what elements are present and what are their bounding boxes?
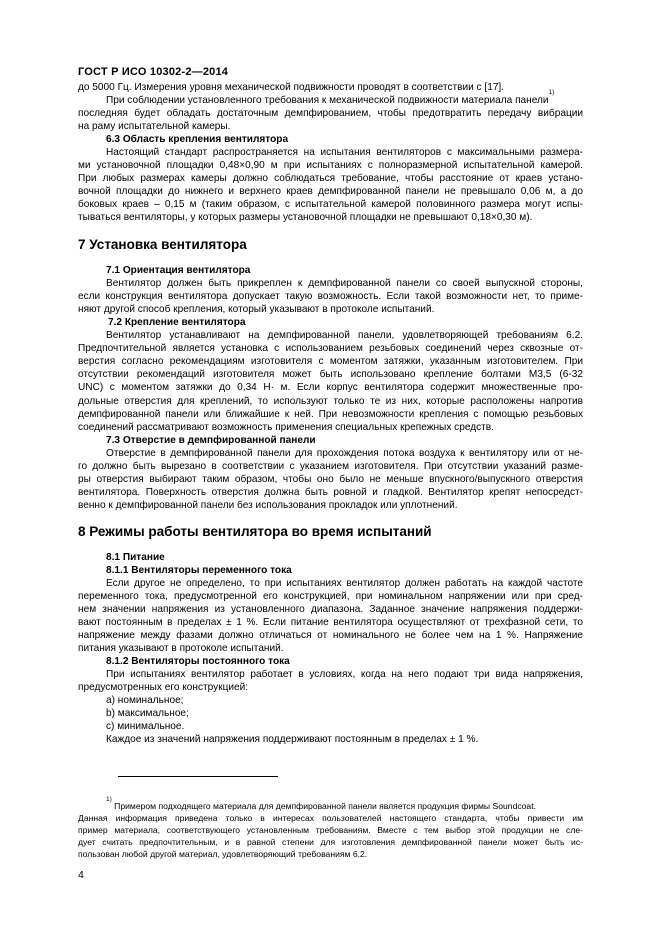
paragraph-line: вочной площадки до нижнего и верхнего краев демпфированной панели не превышало 0,06 м, а до [78, 186, 583, 197]
subsection-heading: 7.2 Крепление вентилятора [108, 317, 246, 328]
footnote-line: пример материала, соответствующего установленным требованиям. Вместе с тем выбор этой продукции не сле- [78, 825, 583, 835]
paragraph-line: При любых размерах камеры должно соблюдаться требование, чтобы расстояние от краев устано- [78, 173, 583, 184]
paragraph-line: го должно быть вырезано в соответствии с указанием изготовителя. При отсутствии указаний разме- [78, 461, 583, 472]
paragraph-line: последняя будет обладать достаточным демпфированием, чтобы предотвратить передачу вибрации [78, 108, 583, 119]
subsection-heading: 8.1.1 Вентиляторы переменного тока [106, 565, 292, 576]
subsection-heading: 6.3 Область крепления вентилятора [106, 134, 289, 145]
paragraph-line: Вентилятор должен быть прикреплен к демпфированной панели со своей выпускной стороны, [106, 278, 583, 289]
subsection-heading: 8.1.2 Вентиляторы постоянного тока [106, 656, 290, 667]
paragraph-line: Отверстие в демпфированной панели для прохождения потока воздуха к вентилятору или от не- [106, 448, 583, 459]
paragraph-line: Вентилятор устанавливают на демпфированной панели, удовлетворяющей требованиям 6.2. [106, 330, 583, 341]
paragraph-line: При испытаниях вентилятор работает в условиях, когда на него подают три вида напряжения, [106, 669, 583, 680]
subsection-heading: 7.1 Ориентация вентилятора [106, 265, 251, 276]
paragraph-line: отсутствии рекомендаций изготовителя может быть использовано крепление болтами М3,5 (6-32 [78, 369, 583, 380]
paragraph-line: верстия согласно рекомендациям изготовителя с моментом затяжки, указанным изготовителем. При [78, 356, 583, 367]
section-heading: 7 Установка вентилятора [78, 237, 247, 252]
paragraph-line: предусмотренных его конструкцией: [78, 682, 249, 693]
paragraph-line: тываться вентиляторы, у которых размеры установочной площадки не превышают 0,18×0,30 м). [78, 212, 533, 223]
paragraph-line: соединений рассматривают возможность применения специальных крепежных средств. [78, 422, 494, 433]
paragraph-line: ры отверстия выбирают таким образом, чтобы оно было не меньше впускного/выпускного отверстия [78, 474, 583, 485]
paragraph-line: вентилятора. Поверхность отверстия должна быть ровной и гладкой. Вентилятор крепят непосредст- [78, 487, 583, 498]
paragraph-line: питания указывают в протоколе испытаний. [78, 643, 284, 654]
subsection-heading: 7.3 Отверстие в демпфированной панели [106, 435, 316, 446]
list-item: b) максимальное; [106, 708, 189, 719]
page-number: 4 [78, 869, 84, 881]
document-header: ГОСТ Р ИСО 10302-2—2014 [78, 66, 229, 78]
paragraph-line: переменного тока, предусмотренной его конструкцией, при номинальном напряжении или при сред- [78, 591, 583, 602]
paragraph-line: UNC) с моментом затяжки до 0,34 Н· м. Если корпус вентилятора содержит множественные про- [78, 382, 583, 393]
subsection-heading: 8.1 Питание [106, 552, 165, 563]
paragraph-line: Настоящий стандарт распространяется на испытания вентиляторов с максимальными размера- [106, 147, 583, 158]
paragraph-line: до 5000 Гц. Измерения уровня механической подвижности проводят в соответствии с [17]. [78, 82, 505, 93]
paragraph-line: боковых краев – 0,15 м (таким образом, с испытательной камерой половинного размера могут испы- [78, 199, 583, 210]
list-item: а) номинальное; [106, 695, 184, 706]
paragraph-line: Если другое не определено, то при испытаниях вентилятор должен работать на каждой частоте [106, 578, 583, 589]
paragraph-line: если конструкция вентилятора допускает такую возможность. Если такой возможности нет, то приме- [78, 291, 583, 302]
paragraph-line: дольные отверстия для креплений, то используют только те из них, которые расположены напротив [78, 396, 583, 407]
paragraph-line: венно к демпфированной панели без использования прокладок или уплотнений. [78, 500, 458, 511]
paragraph-line: напряжение между фазами должно отличаться от номинального не более чем на 1 %. Напряжение [78, 630, 583, 641]
footnote-line: Данная информация приведена только в интересах пользователей настоящего стандарта, чтобы привести им [78, 813, 583, 823]
paragraph-line: Предпочтительной является установка с использованием резьбовых соединений через сквозные от- [78, 343, 583, 354]
paragraph-line: няют другой способ крепления, который указывают в протоколе испытаний. [78, 304, 435, 315]
paragraph-line: При соблюдении установленного требования к механической подвижности материала панели$^{1)}$ [106, 89, 555, 106]
footnote-divider [118, 776, 278, 777]
paragraph-line: на раму испытательной камеры. [78, 121, 231, 132]
footnote-line: пользован любой другой материал, удовлетворяющий требованиям 6.2. [78, 849, 368, 859]
footnote-ref: 1) [548, 89, 555, 96]
paragraph-line: демпфированной панели или ближайшие к ней. При невозможности крепления с помощью резьбовых [78, 409, 583, 420]
section-heading: 8 Режимы работы вентилятора во время испытаний [78, 524, 432, 539]
paragraph-line: вают постоянным в пределах ± 1 %. Если питание вентилятора осуществляют от трехфазной сети, то [78, 617, 583, 628]
footnote-line: $^{1)}$ Примером подходящего материала для демпфированной панели является продукция фирмы Soundcoat. [106, 796, 536, 811]
footnote-line: дует считать предпочтительным, и в равной степени для изготовления демпфированной панели может быть ис- [78, 837, 583, 847]
paragraph-line: нем значении напряжения из установленного диапазона. Заданное значение напряжения поддержи- [78, 604, 583, 615]
paragraph-line: Каждое из значений напряжения поддерживают постоянным в пределах ± 1 %. [106, 734, 479, 745]
list-item: с) минимальное. [106, 721, 185, 732]
paragraph-line: ми установочной площадки 0,48×0,90 м при испытаниях с полноразмерной испытательной камерой. [78, 160, 583, 171]
